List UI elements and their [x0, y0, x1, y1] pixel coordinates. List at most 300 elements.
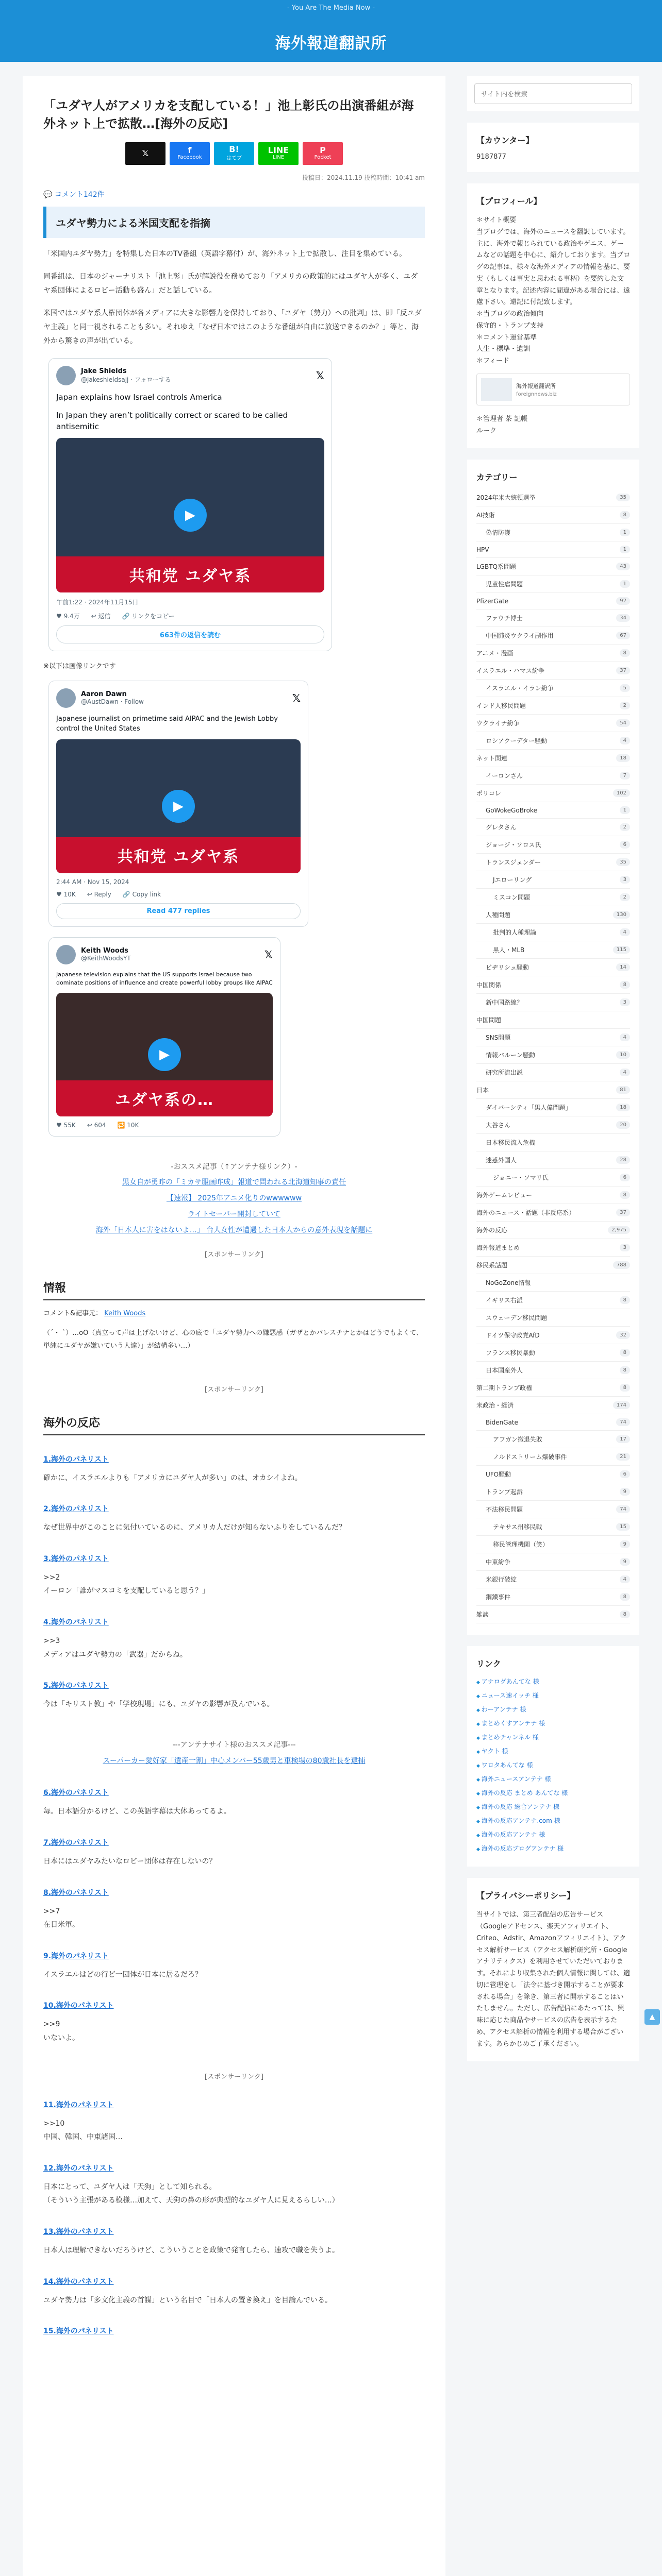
response-author: 12.海外のパネリスト	[43, 2164, 114, 2173]
category-count: 102	[613, 789, 630, 797]
response-author: 6.海外のパネリスト	[43, 1789, 109, 1798]
share-line-button[interactable]: LINE LINE	[258, 142, 299, 165]
recommended-link[interactable]: 海外「日本人に害をはないよ…」 台人女性が遭遇した日本人からの意外表現を話題に	[95, 1226, 373, 1234]
copy-link-button[interactable]: 🔗 Copy link	[122, 890, 161, 898]
category-name: 海外のニュース・話題（非反応系）	[476, 1209, 575, 1217]
response-author: 11.海外のパネリスト	[43, 2100, 114, 2109]
response-text: 日本にはユダヤみたいなロビー団体は存在しないの？	[43, 1857, 217, 1866]
paragraph-3: 米国ではユダヤ系人権団体が各メディアに大きな影響力を保持しており、「ユダヤ（勢力）への批判」は、即「反ユダヤ主義」と同一視されることも多い。それゆえ「なぜ日本ではこのような番組が自由に放送できるのか？」等と、海外から驚きの声が出ている。	[43, 309, 422, 345]
line-icon: LINE	[268, 145, 289, 156]
category-count: 10	[616, 1051, 630, 1059]
video-caption: 共和党 ユダヤ系	[56, 556, 324, 592]
responses-list	[43, 2099, 425, 2336]
response-author: 8.海外のパネリスト	[43, 1888, 109, 1897]
category-name: BidenGate	[486, 1418, 518, 1426]
profile-widget	[467, 183, 639, 448]
category-count: 1	[620, 546, 630, 553]
category-count: 34	[616, 614, 630, 622]
responses-list	[43, 1454, 425, 1711]
antenna-recommendation	[43, 1737, 425, 1769]
category-item[interactable]	[476, 575, 630, 593]
play-icon[interactable]: ▶	[148, 1038, 181, 1071]
category-name: 日本移民流入危機	[486, 1139, 536, 1147]
post-title: 「ユダヤ人がアメリカを支配している！」池上彰氏の出演番組が海外ネット上で拡散…[海外の反応]	[43, 98, 414, 131]
category-name: インド人移民問題	[476, 702, 526, 710]
category-name: ポリコレ	[476, 790, 501, 798]
scroll-top-button[interactable]: ▲	[644, 2009, 660, 2025]
category-name: ジョニー・ソマリ氏	[493, 1174, 549, 1182]
category-item[interactable]	[476, 1362, 630, 1379]
profile-title: 【プロフィール】	[476, 196, 542, 206]
category-name: 海外の反応	[476, 1227, 508, 1234]
category-item[interactable]	[476, 489, 630, 506]
tweet-author: Aaron Dawn	[81, 690, 127, 699]
embedded-tweet-image-2[interactable]	[48, 937, 280, 1137]
category-name: 日本	[476, 1087, 489, 1094]
category-item[interactable]	[476, 1606, 630, 1623]
category-name: 批判的人種理論	[493, 929, 537, 937]
category-name: アフガン撤退失敗	[493, 1436, 542, 1444]
blogroll-link[interactable]: ◆ 海外の反応 まとめ あんてな 様	[476, 1786, 630, 1800]
category-item[interactable]	[476, 1046, 630, 1064]
avatar	[56, 945, 76, 964]
image-link-note: ※以下は画像リンクです	[43, 662, 116, 670]
like-button[interactable]: ♥ 10K	[56, 890, 76, 898]
category-name: 中国肺炎ウクライ副作用	[486, 632, 554, 640]
privacy-text: 当サイトでは、第三者配信の広告サービス（Googleアドセンス、楽天アフィリエイト、Criteo、Adstir、Amazonアフィリエイト）、アクセス解析サービス（アクセス解析研究所・Googleアナリティクス）を利用させていただいております。それにより収集された個人情報に関しては、適切に管理をし「法令に基づき開示することが要求される場合」を除き、第三者に開示することはいたしません。ただし、広告配信にあたっては、興味に応じた商品やサービスの広告を表示するため、アクセス解析の情報を利用する場合がございます。あらかじめご了承ください。	[476, 1911, 630, 2048]
category-item[interactable]	[476, 785, 630, 802]
category-count: 8	[620, 1349, 630, 1357]
category-count: 130	[613, 911, 630, 919]
like-button[interactable]: ♥ 9.4万	[56, 612, 80, 620]
response-author: 13.海外のパネリスト	[43, 2227, 114, 2236]
copy-link-button[interactable]: 🔗 リンクをコピー	[122, 612, 175, 620]
blogroll-link[interactable]: ◆ まとめチャンネル 様	[476, 1730, 630, 1744]
category-name: HPV	[476, 546, 489, 553]
blogroll-link[interactable]: ◆ わーアンテナ 様	[476, 1702, 630, 1716]
category-item[interactable]	[476, 1518, 630, 1536]
category-count: 18	[616, 754, 630, 762]
category-name: テキサス州移民戦	[493, 1523, 542, 1531]
category-count: 74	[616, 1505, 630, 1513]
blogroll-link[interactable]: ◆ ニュース速イッチ 様	[476, 1688, 630, 1702]
category-item[interactable]	[476, 732, 630, 750]
comment-count-link[interactable]: 💬 コメント142件	[43, 190, 105, 199]
blogroll-link[interactable]: ◆ ワロタあんてな 様	[476, 1758, 630, 1772]
admin-line: ＊管理者 茶 記帳 ルーク	[476, 415, 528, 435]
category-item[interactable]	[476, 1187, 630, 1204]
links-widget	[467, 1646, 639, 1867]
share-hatena-button[interactable]: B! はてブ	[214, 142, 254, 165]
response-author: 9.海外のパネリスト	[43, 1952, 109, 1960]
category-item[interactable]	[476, 1099, 630, 1116]
tweet-author: Keith Woods	[81, 947, 128, 955]
post-date: 投稿日：2024.11.19 投稿時間：10:41 am	[302, 174, 425, 181]
category-count: 6	[620, 841, 630, 849]
category-item[interactable]	[476, 1116, 630, 1134]
category-count: 8	[620, 981, 630, 989]
category-list	[476, 489, 630, 1623]
tweet-time[interactable]: 2:44 AM · Nov 15, 2024	[56, 878, 129, 886]
category-item[interactable]	[476, 1466, 630, 1483]
tweet-text: Japan explains how Israel controls America	[56, 393, 222, 402]
play-icon[interactable]: ▶	[174, 499, 207, 532]
category-item[interactable]	[476, 871, 630, 889]
like-button[interactable]: ♥ 55K	[56, 1121, 76, 1129]
category-name: 米銀行破綻	[486, 1576, 517, 1584]
category-name: AI技術	[476, 512, 495, 519]
blogroll-link[interactable]: ◆ まとめくすアンテナ 様	[476, 1716, 630, 1730]
category-item[interactable]	[476, 524, 630, 541]
tweet-actions	[56, 612, 324, 620]
category-item[interactable]	[476, 506, 630, 524]
category-item[interactable]	[476, 802, 630, 819]
category-count: 9	[620, 1540, 630, 1548]
category-item[interactable]	[476, 558, 630, 575]
category-name: UFO騒動	[486, 1471, 511, 1479]
category-item[interactable]	[476, 1257, 630, 1274]
privacy-widget	[467, 1878, 639, 2061]
category-item[interactable]	[476, 994, 630, 1011]
category-item[interactable]	[476, 1414, 630, 1431]
blogroll-link[interactable]: ◆ 海外の反応ブログアンテナ 様	[476, 1841, 630, 1855]
category-item[interactable]	[476, 1204, 630, 1222]
category-item[interactable]	[476, 645, 630, 662]
read-replies-button[interactable]: 663件の返信を読む	[56, 625, 324, 643]
category-count: 37	[616, 667, 630, 674]
category-count: 1	[620, 529, 630, 536]
paragraph-1: 「米国内ユダヤ勢力」を特集した日本のTV番組（英語字幕付）が、海外ネット上で拡散し、注目を集めている。	[43, 249, 407, 258]
share-x-button[interactable]	[125, 142, 166, 165]
category-name: 児童性虐問題	[486, 581, 523, 588]
category-name: 新中国路線？	[486, 999, 523, 1007]
category-item[interactable]	[476, 593, 630, 609]
info-heading: 情報	[43, 1279, 425, 1300]
response-author: 2.海外のパネリスト	[43, 1505, 109, 1514]
category-item[interactable]	[476, 1379, 630, 1397]
category-item[interactable]	[476, 1536, 630, 1553]
response-author: 1.海外のパネリスト	[43, 1455, 109, 1464]
category-name: ダイバーシティ「黒人偉問題」	[486, 1104, 572, 1112]
category-item[interactable]	[476, 662, 630, 680]
category-count: 8	[620, 1384, 630, 1392]
response-text: >>3 メディアはユダヤ勢力の「武器」だからね。	[43, 1637, 187, 1659]
category-item[interactable]	[476, 854, 630, 871]
response-author: 7.海外のパネリスト	[43, 1839, 109, 1848]
tweet-video[interactable]	[56, 739, 301, 873]
embedded-tweet-image[interactable]	[48, 681, 308, 927]
tweet-text: Japanese television explains that the US supports Israel because two dominate positions of influence and create powerful lobby groups like AIPAC	[56, 971, 273, 987]
category-item[interactable]	[476, 680, 630, 697]
recommended-link[interactable]: 【速報】 2025年アニメ化りのwwwwww	[166, 1194, 302, 1203]
category-item[interactable]	[476, 715, 630, 732]
response-text: 確かに、イスラエルよりも「アメリカにユダヤ人が多い」のは、オカシイよね。	[43, 1473, 302, 1482]
category-count: 14	[616, 963, 630, 971]
category-item[interactable]	[476, 1292, 630, 1309]
category-item[interactable]	[476, 1431, 630, 1448]
category-name: 鋼鐵事件	[486, 1594, 511, 1601]
response-author: 14.海外のパネリスト	[43, 2277, 114, 2286]
response-text: イスラエルはどの行ど一団体が日本に居るだろ？	[43, 1970, 202, 1979]
category-item[interactable]	[476, 1309, 630, 1327]
tweet-handle[interactable]: @AustDawn · Follow	[81, 698, 144, 706]
tweet-video[interactable]	[56, 993, 273, 1116]
category-name: イスラエル・イラン紛争	[486, 685, 554, 692]
site-tagline: - You Are The Media Now -	[287, 4, 375, 12]
category-item[interactable]	[476, 1134, 630, 1151]
category-name: イギリス右派	[486, 1297, 523, 1304]
category-item[interactable]	[476, 1011, 630, 1029]
tweet-video[interactable]	[56, 438, 324, 592]
category-name: ノルドストリーム爆破事件	[493, 1453, 567, 1461]
antenna-heading: ---アンテナサイト様のおススメ記事---	[172, 1740, 296, 1749]
category-name: スウェーデン移民問題	[486, 1314, 548, 1322]
category-count: 28	[616, 1156, 630, 1164]
response-text: 今は「キリスト教」や「学校現場」にも、ユダヤの影響が及んでいる。	[43, 1700, 274, 1709]
recommended-link[interactable]: ライトセーバー開封していて	[188, 1210, 280, 1219]
category-widget	[467, 460, 639, 1635]
category-name: LGBTQ系問題	[476, 563, 516, 571]
response-text: >>2 イーロン「誰がマスコミを支配していると思う？」	[43, 1573, 209, 1596]
category-count: 4	[620, 737, 630, 744]
category-count: 8	[620, 511, 630, 519]
reply-button[interactable]: ↩ 604	[87, 1121, 106, 1129]
blogroll-link[interactable]: ◆ 海外の反応アンテナ.com 様	[476, 1814, 630, 1827]
category-item[interactable]	[476, 1344, 630, 1362]
category-item[interactable]	[476, 889, 630, 906]
category-item[interactable]	[476, 1239, 630, 1257]
category-item[interactable]	[476, 627, 630, 645]
category-name: 第二期トランプ政権	[476, 1384, 533, 1392]
category-item[interactable]	[476, 1327, 630, 1344]
blogroll-link[interactable]: ◆ 海外の反応 総合アンテナ 様	[476, 1800, 630, 1814]
category-name: ウクライナ紛争	[476, 720, 520, 727]
category-count: 9	[620, 1488, 630, 1496]
counter-value: 9187877	[476, 153, 506, 161]
retweet-button[interactable]: 🔁 10K	[117, 1121, 139, 1129]
tweet-author: Jake Shields	[81, 367, 127, 376]
category-name: 移民系話題	[476, 1262, 508, 1269]
category-count: 17	[616, 1435, 630, 1443]
category-name: ビヂリシュ騒動	[486, 964, 529, 972]
category-count: 6	[620, 1470, 630, 1478]
sidebar-search	[467, 76, 639, 111]
category-count: 4	[620, 1575, 630, 1583]
reactions-heading: 海外の反応	[43, 1414, 425, 1435]
category-count: 18	[616, 1104, 630, 1111]
category-count: 32	[616, 1331, 630, 1339]
category-name: トランスジェンダー	[486, 859, 541, 867]
sidebar	[467, 76, 639, 2576]
category-count: 8	[620, 1593, 630, 1601]
category-count: 2	[620, 702, 630, 709]
category-name: ミスコン問題	[493, 894, 531, 902]
category-count: 15	[616, 1523, 630, 1531]
category-item[interactable]	[476, 906, 630, 924]
category-count: 43	[616, 563, 630, 570]
category-count: 4	[620, 1069, 630, 1076]
category-count: 8	[620, 1296, 630, 1304]
category-item[interactable]	[476, 1588, 630, 1606]
category-item[interactable]	[476, 924, 630, 941]
category-name: ネット関連	[476, 755, 508, 762]
category-item[interactable]	[476, 767, 630, 785]
category-item[interactable]	[476, 1151, 630, 1169]
category-item[interactable]	[476, 1169, 630, 1187]
category-name: トランプ起訴	[486, 1488, 523, 1496]
category-count: 8	[620, 649, 630, 657]
category-item[interactable]	[476, 976, 630, 994]
recommended-link[interactable]: 黒女自が勇昨の「ミカサ服画昨成」報道で問われる北海道知事の責任	[122, 1178, 346, 1187]
category-name: 研究所流出説	[486, 1069, 523, 1077]
category-count: 21	[616, 1453, 630, 1461]
hatena-icon: B!	[229, 144, 239, 155]
category-count: 2	[620, 893, 630, 901]
category-count: 3	[620, 1244, 630, 1251]
category-item[interactable]	[476, 1222, 630, 1239]
blogroll-link[interactable]: ◆ 海外ニュースアンテナ 様	[476, 1772, 630, 1786]
category-name: 人種問題	[486, 911, 511, 919]
feed-card[interactable]	[476, 374, 630, 405]
category-name: ロシアクーデター騒動	[486, 737, 548, 745]
blogroll-link[interactable]: ◆ 海外の反応アンテナ 様	[476, 1827, 630, 1841]
category-item[interactable]	[476, 697, 630, 715]
category-name: SNS問題	[486, 1034, 511, 1042]
category-item[interactable]	[476, 1448, 630, 1466]
category-item[interactable]	[476, 959, 630, 976]
category-name: 中国問題	[476, 1016, 502, 1024]
article	[23, 76, 445, 2576]
category-count: 4	[620, 928, 630, 936]
category-item[interactable]	[476, 836, 630, 854]
category-count: 2,975	[608, 1226, 630, 1234]
category-count: 92	[616, 597, 630, 605]
category-count: 1	[620, 806, 630, 814]
tweet-text: Japanese journalist on primetime said AIPAC and the Jewish Lobby control the United States	[56, 715, 278, 733]
category-name: 日本国産外人	[486, 1367, 523, 1375]
category-item[interactable]	[476, 750, 630, 767]
info-quote: （´・ `）…oO（真立って声は上げないけど、心の底で「ユダヤ勢力への嫌悪感（ガザとかパレスチナとかはどうでもよくて、単純にユダヤが嫌いていう人達）」が結構多い…）	[43, 1329, 423, 1350]
paragraph-2: 同番組は、日本のジャーナリスト「池上彰」氏が解説役を務めており「アメリカの政策的にはユダヤ人が多く、ユダヤ系団体によるロビー活動も盛ん」だと話している。	[43, 273, 418, 295]
sponsor-label: [スポンサーリンク]	[205, 2073, 263, 2081]
site-header	[0, 0, 662, 62]
sponsor-label: [スポンサーリンク]	[205, 1385, 263, 1394]
category-count: 115	[613, 946, 630, 954]
response-text: >>9 いないよ。	[43, 2020, 79, 2043]
category-item[interactable]	[476, 1483, 630, 1501]
tweet-handle[interactable]: @KeithWoodsYT	[81, 955, 131, 962]
antenna-link[interactable]: スーパーカー愛好家「遺産一割」中心メンバー55歳男と車検場の80歳社長を逮捕	[103, 1756, 366, 1765]
category-count: 74	[616, 1418, 630, 1426]
category-count: 3	[620, 876, 630, 884]
category-count: 6	[620, 1174, 630, 1181]
x-icon: 𝕏	[142, 148, 149, 158]
category-item[interactable]	[476, 609, 630, 627]
category-name: 米政治・経済	[476, 1402, 514, 1410]
category-item[interactable]	[476, 941, 630, 959]
tweet-text-2: In Japan they aren’t politically correct or scared to be called antisemitic	[56, 410, 288, 432]
category-item[interactable]	[476, 1501, 630, 1518]
category-name: 中国関係	[476, 981, 502, 989]
links-title: リンク	[476, 1659, 501, 1669]
category-name: ドイツ保守政党AfD	[486, 1332, 540, 1340]
category-item[interactable]	[476, 819, 630, 836]
category-count: 37	[616, 1209, 630, 1216]
category-count: 8	[620, 1611, 630, 1618]
reply-button[interactable]: ↩ 返信	[91, 612, 111, 620]
category-name: 大谷さん	[486, 1122, 511, 1129]
play-icon[interactable]: ▶	[162, 790, 195, 823]
category-name: 黒人・MLB	[493, 946, 525, 954]
response-author: 15.海外のパネリスト	[43, 2327, 114, 2336]
response-text: >>7 在日米軍。	[43, 1907, 79, 1929]
category-item[interactable]	[476, 1553, 630, 1571]
share-buttons	[43, 142, 425, 165]
category-name: ジョージ・ソロス氏	[486, 841, 541, 849]
response-text: >>10 中国、韓国、中東諸国…	[43, 2119, 123, 2142]
page-container	[0, 62, 662, 2576]
read-replies-button[interactable]: Read 477 replies	[56, 903, 301, 919]
x-logo-icon: 𝕏	[264, 948, 273, 961]
category-name: 情報バルーン騒動	[486, 1052, 535, 1059]
embedded-tweet[interactable]	[48, 358, 332, 651]
avatar	[56, 366, 76, 385]
category-count: 4	[620, 1033, 630, 1041]
site-title[interactable]: 海外報道翻訳所	[275, 35, 387, 53]
category-item[interactable]	[476, 1397, 630, 1414]
category-item[interactable]	[476, 1274, 630, 1292]
share-facebook-button[interactable]: f Facebook	[170, 142, 210, 165]
category-name: 不法移民問題	[486, 1506, 523, 1514]
profile-text: ＊サイト概要 当ブログでは、海外のニュースを翻訳しています。主に、海外で報じられている政治やゲニス、ゲームなどの話題を中心に、紹介しております。当ブログの記事は、様々な海外メディアの情報を基に、要実（もしくは事実と思われる事柄）を要約した文章となります。記述内容に間違がある場合には、遠慮下さい。遠記に付記致します。 ＊当ブログの政治傾向 保守的・トランプ支持 ＊コメント運営基準 人生・標準・遺訓 ＊フィード	[476, 216, 630, 365]
category-count: 2	[620, 823, 630, 831]
blogroll-link[interactable]: ◆ ヤクト 様	[476, 1744, 630, 1758]
x-logo-icon: 𝕏	[316, 369, 324, 382]
info-source: コメント&記事元： Keith Woods	[43, 1309, 146, 1317]
reply-button[interactable]: ↩ Reply	[87, 890, 111, 898]
response-text: 日本人は理解できないだろうけど、こういうことを政策で発言したら、速攻で職を失うよ。	[43, 2246, 339, 2255]
category-name: Jエローリング	[493, 876, 532, 884]
source-link[interactable]: Keith Woods	[104, 1309, 146, 1317]
tweet-time[interactable]: 午前1:22 · 2024年11月15日	[56, 598, 139, 606]
category-item[interactable]	[476, 1064, 630, 1081]
sponsor-label: [スポンサーリンク]	[205, 1250, 263, 1259]
tweet-handle[interactable]: @jakeshieldsajj · フォローする	[81, 376, 171, 384]
category-name: PfizerGate	[476, 597, 509, 605]
category-item[interactable]	[476, 541, 630, 558]
category-count: 8	[620, 1191, 630, 1199]
share-pocket-button[interactable]: P Pocket	[303, 142, 343, 165]
category-name: 海外ゲームレビュー	[476, 1192, 533, 1199]
category-title: カテゴリー	[476, 472, 518, 483]
category-item[interactable]	[476, 1029, 630, 1046]
blogroll-link[interactable]: ◆ アナログあんてな 様	[476, 1674, 630, 1688]
category-name: 移民管理機関（笑）	[493, 1541, 549, 1549]
category-name: 偽情防護	[486, 529, 511, 537]
category-count: 3	[620, 998, 630, 1006]
search-input[interactable]	[474, 83, 632, 104]
tweet-actions	[56, 891, 301, 898]
category-item[interactable]	[476, 1081, 630, 1099]
category-name: ファウチ博士	[486, 615, 523, 622]
category-count: 54	[616, 719, 630, 727]
category-item[interactable]	[476, 1571, 630, 1588]
category-count: 9	[620, 1558, 630, 1566]
response-author: 3.海外のパネリスト	[43, 1554, 109, 1563]
category-count: 174	[613, 1401, 630, 1409]
category-count: 35	[616, 858, 630, 866]
video-caption: ユダヤ系の…	[56, 1080, 273, 1116]
